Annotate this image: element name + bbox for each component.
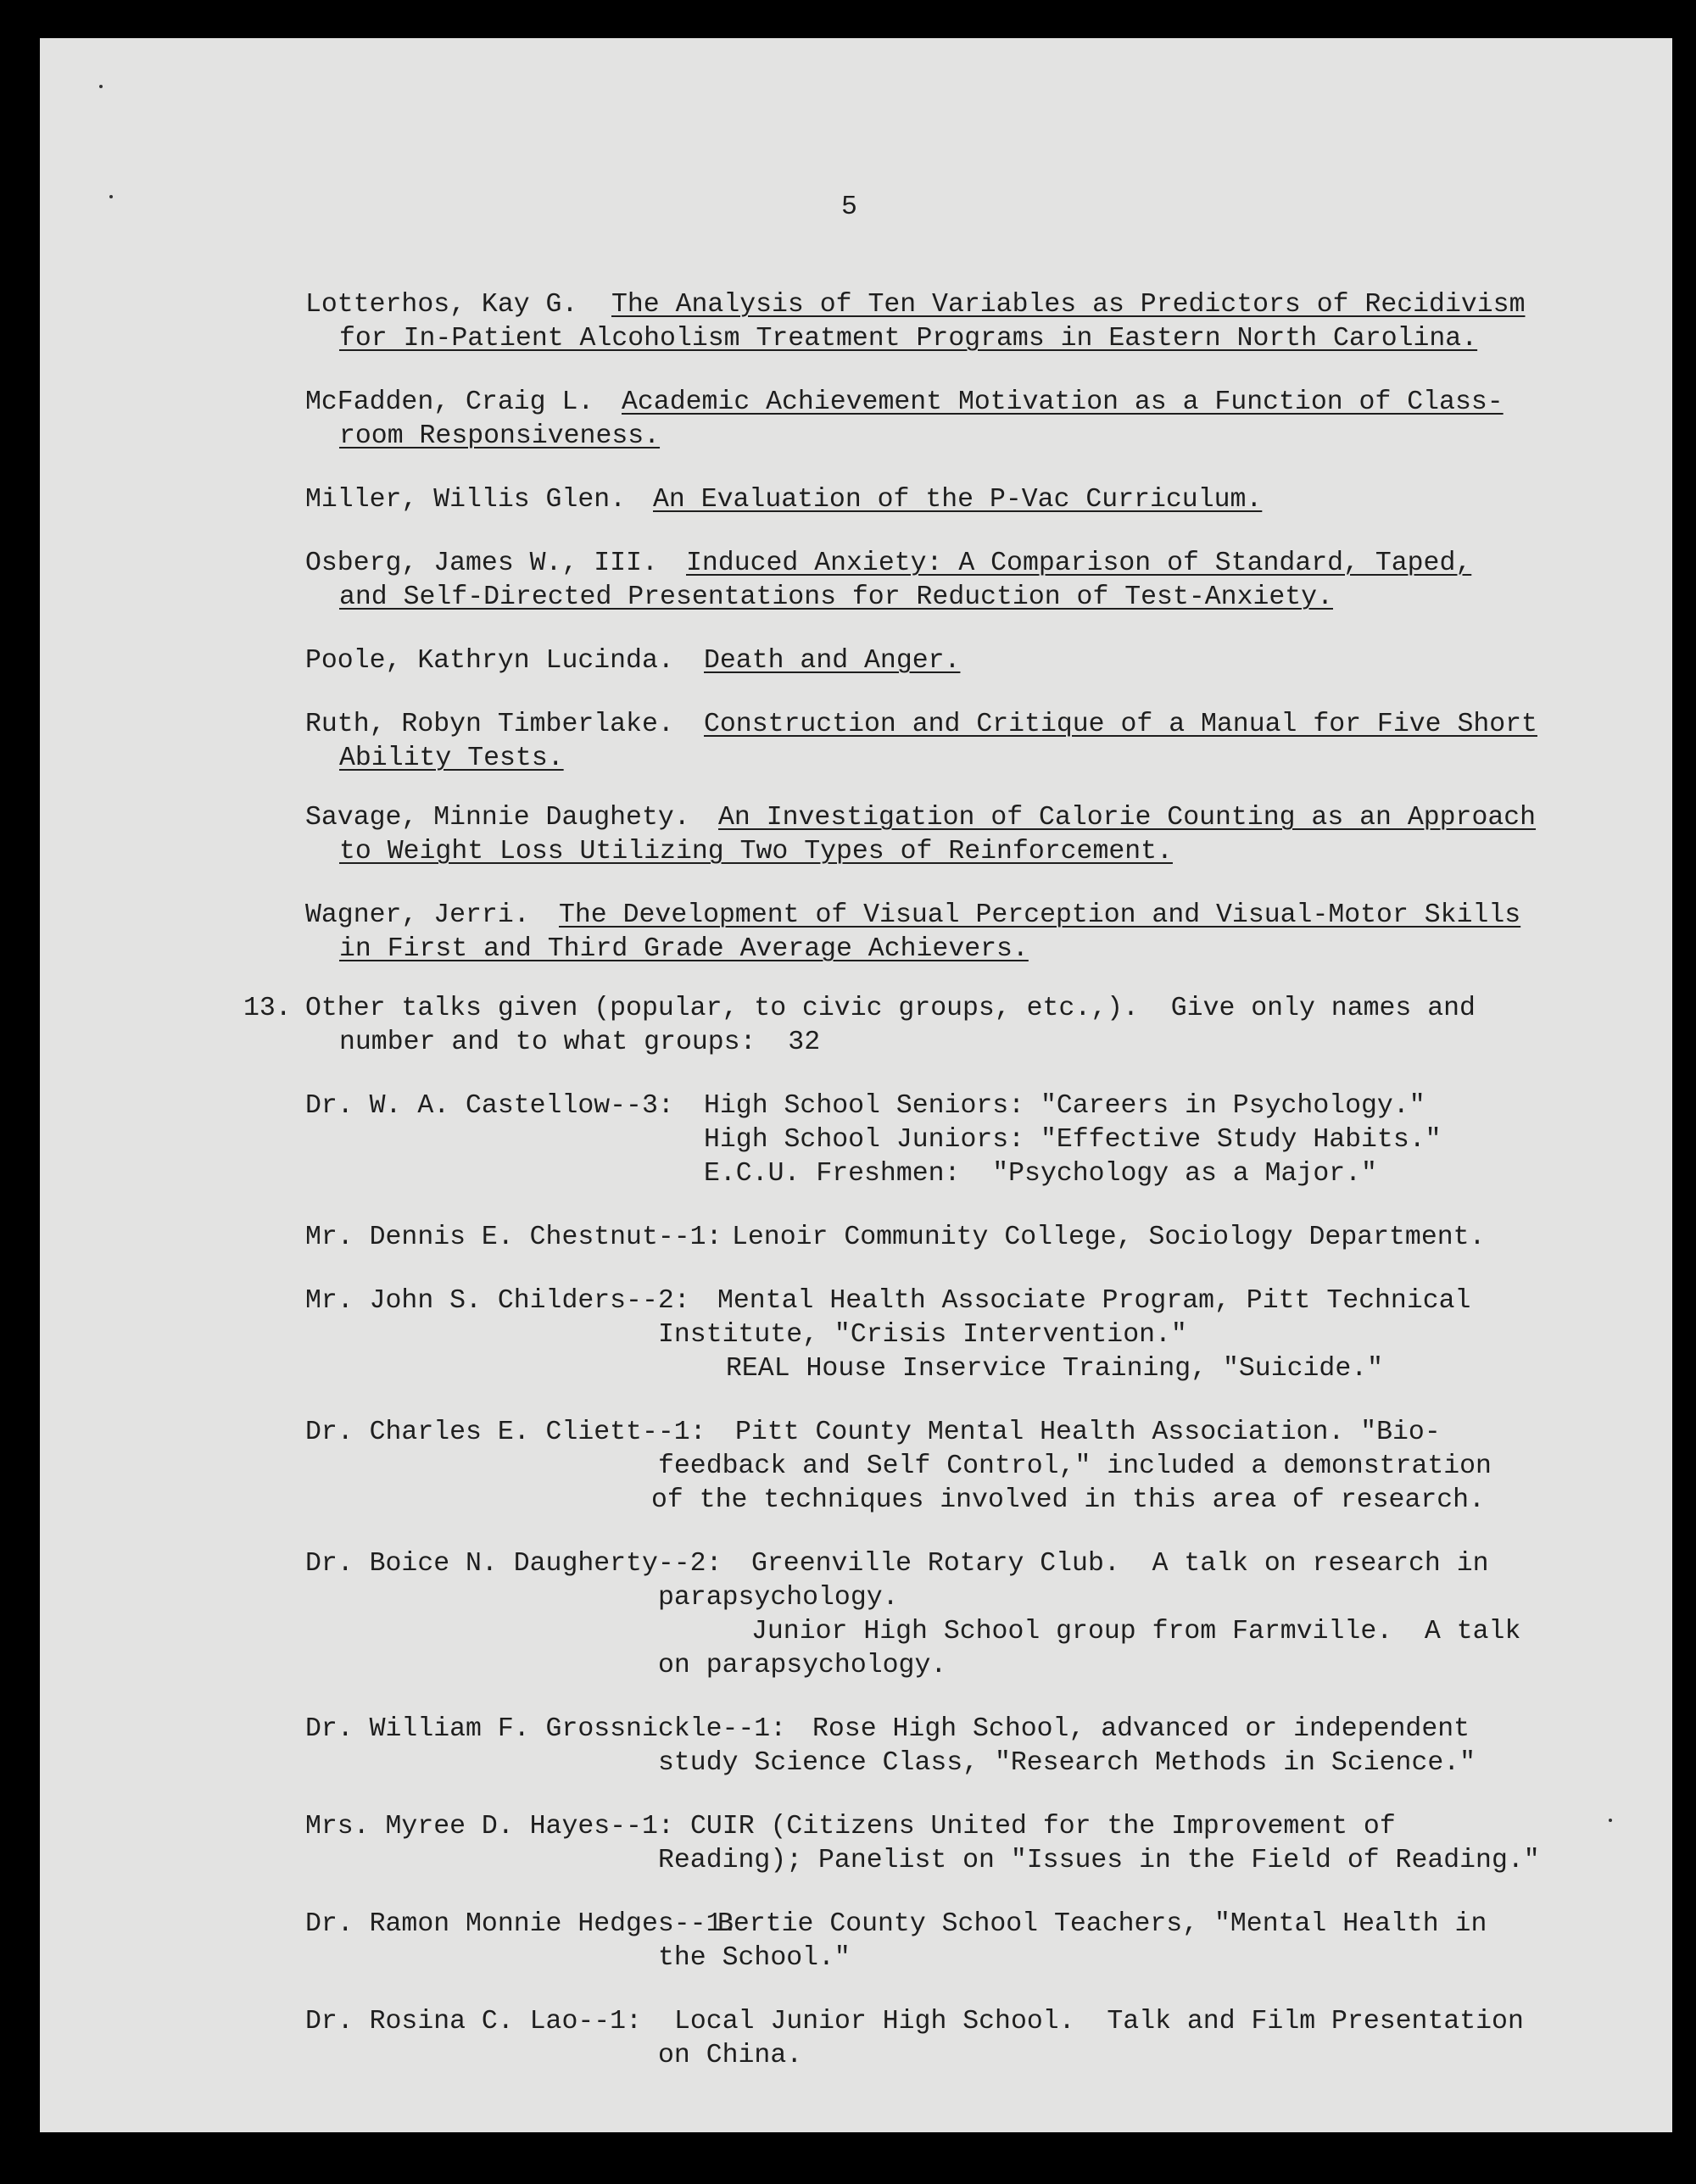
talk-speaker: Mr. Dennis E. Chestnut--1: (305, 1223, 722, 1252)
thesis-author: Osberg, James W., III. (305, 549, 658, 578)
talk-line: feedback and Self Control," included a demonstration (658, 1451, 1492, 1481)
talk-line: Lenoir Community College, Sociology Department. (732, 1223, 1486, 1252)
talk-line: Institute, "Crisis Intervention." (658, 1320, 1187, 1350)
talk-speaker: Mr. John S. Childers--2: (305, 1286, 690, 1316)
talk-line: Greenville Rotary Club. A talk on research in (751, 1549, 1489, 1579)
talk-line: Junior High School group from Farmville. A talk (751, 1617, 1521, 1646)
thesis-title: Academic Achievement Motivation as a Function of Class- (622, 387, 1504, 417)
talk-speaker: Dr. Ramon Monnie Hedges--1: (305, 1909, 739, 1939)
item-13-question: Other talks given (popular, to civic groups, etc.,). Give only names and (305, 994, 1476, 1023)
talk-line: Rose High School, advanced or independent (812, 1714, 1470, 1744)
scan-speck (1609, 1819, 1612, 1822)
talk-speaker: Dr. Boice N. Daugherty--2: (305, 1549, 722, 1579)
thesis-title: for In-Patient Alcoholism Treatment Programs in Eastern North Carolina. (339, 324, 1478, 354)
thesis-title: The Analysis of Ten Variables as Predictors of Recidivism (611, 290, 1526, 320)
talk-line: High School Juniors: "Effective Study Habits." (704, 1125, 1442, 1155)
thesis-title: An Investigation of Calorie Counting as an Approach (718, 803, 1537, 833)
talk-line: E.C.U. Freshmen: "Psychology as a Major." (704, 1159, 1377, 1189)
thesis-title: to Weight Loss Utilizing Two Types of Reinforcement. (339, 837, 1173, 866)
talk-line: study Science Class, "Research Methods in Science." (658, 1748, 1476, 1778)
thesis-author: Wagner, Jerri. (305, 900, 530, 930)
talk-line: on parapsychology. (658, 1651, 947, 1680)
scan-speck (99, 85, 103, 88)
thesis-title: in First and Third Grade Average Achievers. (339, 934, 1029, 964)
thesis-title: Death and Anger. (704, 646, 961, 676)
thesis-title: Ability Tests. (339, 744, 564, 773)
thesis-title: Induced Anxiety: A Comparison of Standard, Taped, (686, 549, 1472, 578)
thesis-author: Ruth, Robyn Timberlake. (305, 710, 674, 739)
thesis-author: Lotterhos, Kay G. (305, 290, 578, 320)
talk-line: Local Junior High School. Talk and Film Presentation (674, 2007, 1524, 2036)
item-number: 13. (243, 994, 292, 1023)
thesis-title: Construction and Critique of a Manual for Five Short (704, 710, 1537, 739)
talk-speaker: Dr. Charles E. Cliett--1: (305, 1418, 706, 1447)
thesis-title: An Evaluation of the P-Vac Curriculum. (653, 485, 1263, 515)
talk-line: on China. (658, 2041, 803, 2070)
scan-speck (109, 195, 113, 198)
talk-speaker: Dr. William F. Grossnickle--1: (305, 1714, 787, 1744)
thesis-title: The Development of Visual Perception and Visual-Motor Skills (559, 900, 1521, 930)
talk-line: Pitt County Mental Health Association. "Bio- (735, 1418, 1441, 1447)
thesis-title: and Self-Directed Presentations for Reduction of Test-Anxiety. (339, 582, 1333, 612)
page-number: 5 (841, 192, 857, 222)
talk-line: REAL House Inservice Training, "Suicide." (726, 1354, 1384, 1384)
talk-line: of the techniques involved in this area of research. (651, 1485, 1485, 1515)
thesis-author: Miller, Willis Glen. (305, 485, 627, 515)
thesis-title: room Responsiveness. (339, 421, 661, 451)
talk-speaker: Dr. W. A. Castellow--3: (305, 1091, 674, 1121)
talk-line: Reading); Panelist on "Issues in the Field of Reading." (658, 1846, 1540, 1875)
talk-line: Mental Health Associate Program, Pitt Technical (717, 1286, 1471, 1316)
talk-line: High School Seniors: "Careers in Psychology." (704, 1091, 1425, 1121)
thesis-author: Poole, Kathryn Lucinda. (305, 646, 674, 676)
talk-line: CUIR (Citizens United for the Improvement of (690, 1812, 1396, 1841)
talk-line: the School." (658, 1943, 851, 1973)
talk-line: Bertie County School Teachers, "Mental Health in (717, 1909, 1487, 1939)
talk-speaker: Mrs. Myree D. Hayes--1: (305, 1812, 674, 1841)
thesis-author: McFadden, Craig L. (305, 387, 594, 417)
item-13-question: number and to what groups: 32 (339, 1028, 821, 1057)
thesis-author: Savage, Minnie Daughety. (305, 803, 690, 833)
talk-line: parapsychology. (658, 1583, 899, 1613)
talk-speaker: Dr. Rosina C. Lao--1: (305, 2007, 642, 2036)
document-page (40, 38, 1672, 2132)
